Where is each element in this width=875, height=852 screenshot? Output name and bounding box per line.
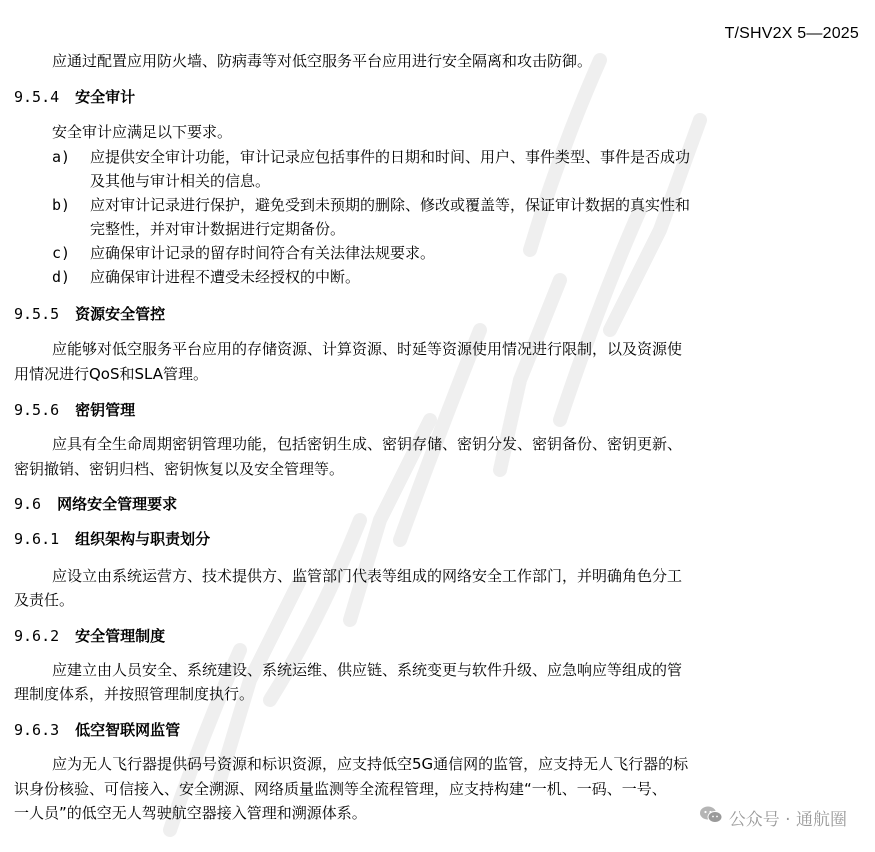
list-item-label: b) xyxy=(52,196,71,214)
section-9-5-6-heading: 9.5.6 密钥管理 xyxy=(14,401,136,419)
list-item-a-line2: 及其他与审计相关的信息。 xyxy=(90,172,271,190)
audit-lead-text: 安全审计应满足以下要求。 xyxy=(52,123,233,141)
list-item-label: d) xyxy=(52,268,71,286)
key-para-line2: 密钥撤销、密钥归档、密钥恢复以及安全管理等。 xyxy=(14,460,345,478)
section-9-6-2-heading: 9.6.2 安全管理制度 xyxy=(14,627,166,645)
list-item-d-line1: 应确保审计进程不遭受未经授权的中断。 xyxy=(90,268,361,286)
watermark-text: 公众号 · 通航圈 xyxy=(728,810,847,830)
section-9-5-5-heading: 9.5.5 资源安全管控 xyxy=(14,305,166,323)
list-item-c-line1: 应确保审计记录的留存时间符合有关法律法规要求。 xyxy=(90,244,436,262)
resource-para-line2: 用情况进行QoS和SLA管理。 xyxy=(14,365,208,383)
list-item-b-line2: 完整性，并对审计数据进行定期备份。 xyxy=(90,220,346,238)
list-item-label: c) xyxy=(52,244,71,262)
key-para-line1: 应具有全生命周期密钥管理功能，包括密钥生成、密钥存储、密钥分发、密钥备份、密钥更新、 xyxy=(52,435,683,453)
intro-paragraph: 应通过配置应用防火墙、防病毒等对低空服务平台应用进行安全隔离和攻击防御。 xyxy=(52,52,593,70)
source-watermark xyxy=(699,805,847,830)
lowalt-para-line3: 一人员”的低空无人驾驶航空器接入管理和溯源体系。 xyxy=(14,804,367,822)
list-item-a-line1: 应提供安全审计功能，审计记录应包括事件的日期和时间、用户、事件类型、事件是否成功 xyxy=(90,148,691,166)
lowalt-para-line2: 识身份核验、可信接入、安全溯源、网络质量监测等全流程管理，应支持构建“一机、一码、一号、 xyxy=(14,780,667,798)
org-para-line1: 应设立由系统运营方、技术提供方、监管部门代表等组成的网络安全工作部门，并明确角色分工 xyxy=(52,567,683,585)
policy-para-line1: 应建立由人员安全、系统建设、系统运维、供应链、系统变更与软件升级、应急响应等组成的管 xyxy=(52,661,683,679)
section-9-6-heading: 9.6 网络安全管理要求 xyxy=(14,495,178,513)
lowalt-para-line1: 应为无人飞行器提供码号资源和标识资源，应支持低空5G通信网的监管，应支持无人飞行器的标 xyxy=(52,755,689,773)
list-item-b-line1: 应对审计记录进行保护，避免受到未预期的删除、修改或覆盖等，保证审计数据的真实性和 xyxy=(90,196,691,214)
section-9-5-4-heading: 9.5.4 安全审计 xyxy=(14,88,136,106)
policy-para-line2: 理制度体系，并按照管理制度执行。 xyxy=(14,685,255,703)
org-para-line2: 及责任。 xyxy=(14,591,75,609)
section-9-6-3-heading: 9.6.3 低空智联网监管 xyxy=(14,721,181,739)
wechat-icon xyxy=(699,805,723,830)
list-item-label: a) xyxy=(52,148,71,166)
section-9-6-1-heading: 9.6.1 组织架构与职责划分 xyxy=(14,530,211,548)
resource-para-line1: 应能够对低空服务平台应用的存储资源、计算资源、时延等资源使用情况进行限制，以及资源使 xyxy=(52,340,683,358)
document-id: T/SHV2X 5—2025 xyxy=(724,25,859,42)
